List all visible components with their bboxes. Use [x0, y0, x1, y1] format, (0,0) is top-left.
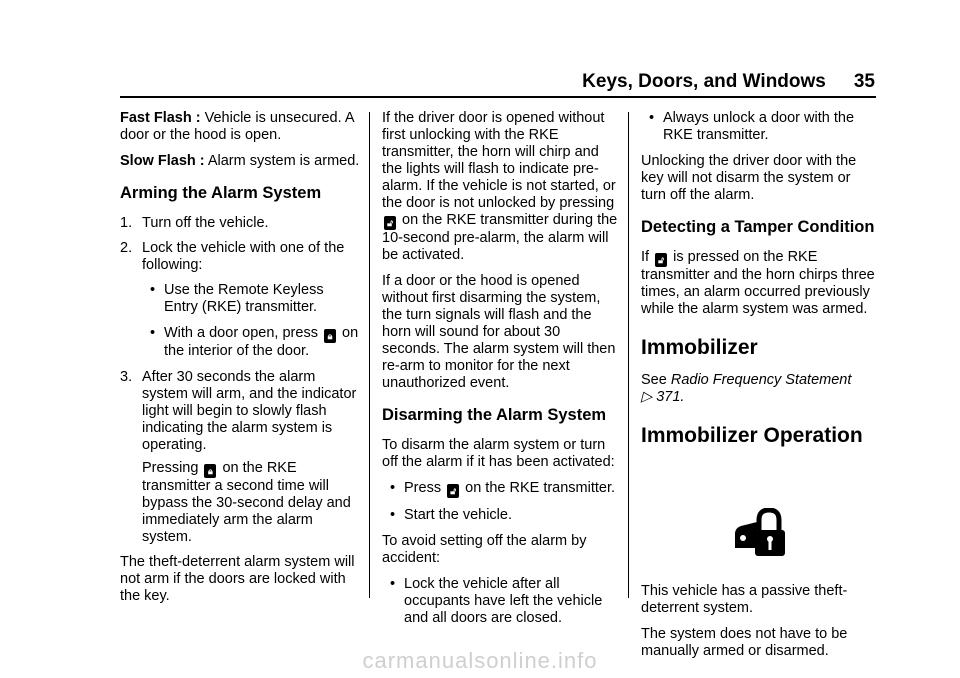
paragraph: If 🔓︎ is pressed on the RKE transmitter and the horn chirps three times, an alarm occurred previously while the alarm system was armed. [641, 249, 875, 317]
list-item: • Start the vehicle. [390, 507, 512, 523]
page-ref-arrow-icon: ▷ [641, 389, 657, 405]
tamper-heading: Detecting a Tamper Condition [641, 218, 875, 236]
step-2: 2. Lock the vehicle with one of the following: [120, 240, 345, 273]
list-item: • With a door open, press 🔒︎ on the interior of the door. [150, 325, 359, 359]
step-3-continued: Pressing 🔒︎ on the RKE transmitter a second time will bypass the 30-second delay and immediately arm the alarm system. [142, 460, 351, 545]
list-item: • Press 🔓︎ on the RKE transmitter. [390, 480, 616, 496]
fast-flash-paragraph: Fast Flash : Vehicle is unsecured. A door or the hood is open. [120, 110, 354, 143]
immobilizer-icon [729, 508, 789, 558]
paragraph: To disarm the alarm system or turn off the alarm if it has been activated: [382, 437, 615, 470]
unlock-icon: 🔓︎ [384, 216, 396, 230]
column-divider [628, 112, 629, 598]
see-reference: See Radio Frequency Statement ▷ 371. [641, 372, 852, 405]
slow-flash-paragraph: Slow Flash : Alarm system is armed. [120, 153, 360, 169]
section-title: Keys, Doors, and Windows [582, 71, 826, 92]
paragraph: To avoid setting off the alarm by accident: [382, 533, 587, 566]
paragraph: The system does not have to be manually armed or disarmed. [641, 626, 848, 659]
column-divider [369, 112, 370, 598]
paragraph: If the driver door is opened without first unlocking with the RKE transmitter, the horn will chirp and the lights will flash to indicate pre-alarm. If the vehicle is not started, or the door is not unlocked by pressing 🔓︎ on the RKE transmitter during the 10-second pre-alarm, the alarm will be activated. [382, 110, 618, 263]
list-item: • Lock the vehicle after all occupants have left the vehicle and all doors are closed. [390, 576, 603, 626]
watermark: carmanualsonline.info [362, 648, 598, 673]
header-rule [120, 96, 876, 98]
immobilizer-operation-heading: Immobilizer Operation [641, 424, 863, 447]
lock-icon: 🔒︎ [324, 329, 336, 343]
column-2 [382, 110, 618, 636]
page-header [582, 71, 875, 93]
column-1 [120, 110, 360, 614]
step-1: 1. Turn off the vehicle. [120, 215, 269, 231]
immobilizer-heading: Immobilizer [641, 336, 758, 359]
paragraph: This vehicle has a passive theft-deterrent system. [641, 583, 848, 616]
list-item: • Always unlock a door with the RKE transmitter. [649, 110, 855, 143]
page-number: 35 [853, 71, 875, 92]
final-paragraph: The theft-deterrent alarm system will not arm if the doors are locked with the key. [120, 554, 355, 604]
unlock-icon: 🔓︎ [655, 253, 667, 267]
disarming-heading: Disarming the Alarm System [382, 406, 607, 424]
step-3: 3. After 30 seconds the alarm system will arm, and the indicator light will begin to slowly flash indicating the alarm system is operating. [120, 369, 357, 453]
arming-heading: Arming the Alarm System [120, 184, 322, 202]
paragraph: Unlocking the driver door with the key will not disarm the system or turn off the alarm. [641, 153, 857, 203]
lock-icon: 🔒︎ [204, 464, 216, 478]
column-3 [641, 110, 877, 669]
list-item: • Use the Remote Keyless Entry (RKE) transmitter. [150, 282, 324, 315]
unlock-icon: 🔓︎ [447, 484, 459, 498]
paragraph: If a door or the hood is opened without first disarming the system, the turn signals will flash and the horn will sound for about 30 seconds. The alarm system will then re-arm to monitor for the next unauthorized event. [382, 273, 616, 391]
